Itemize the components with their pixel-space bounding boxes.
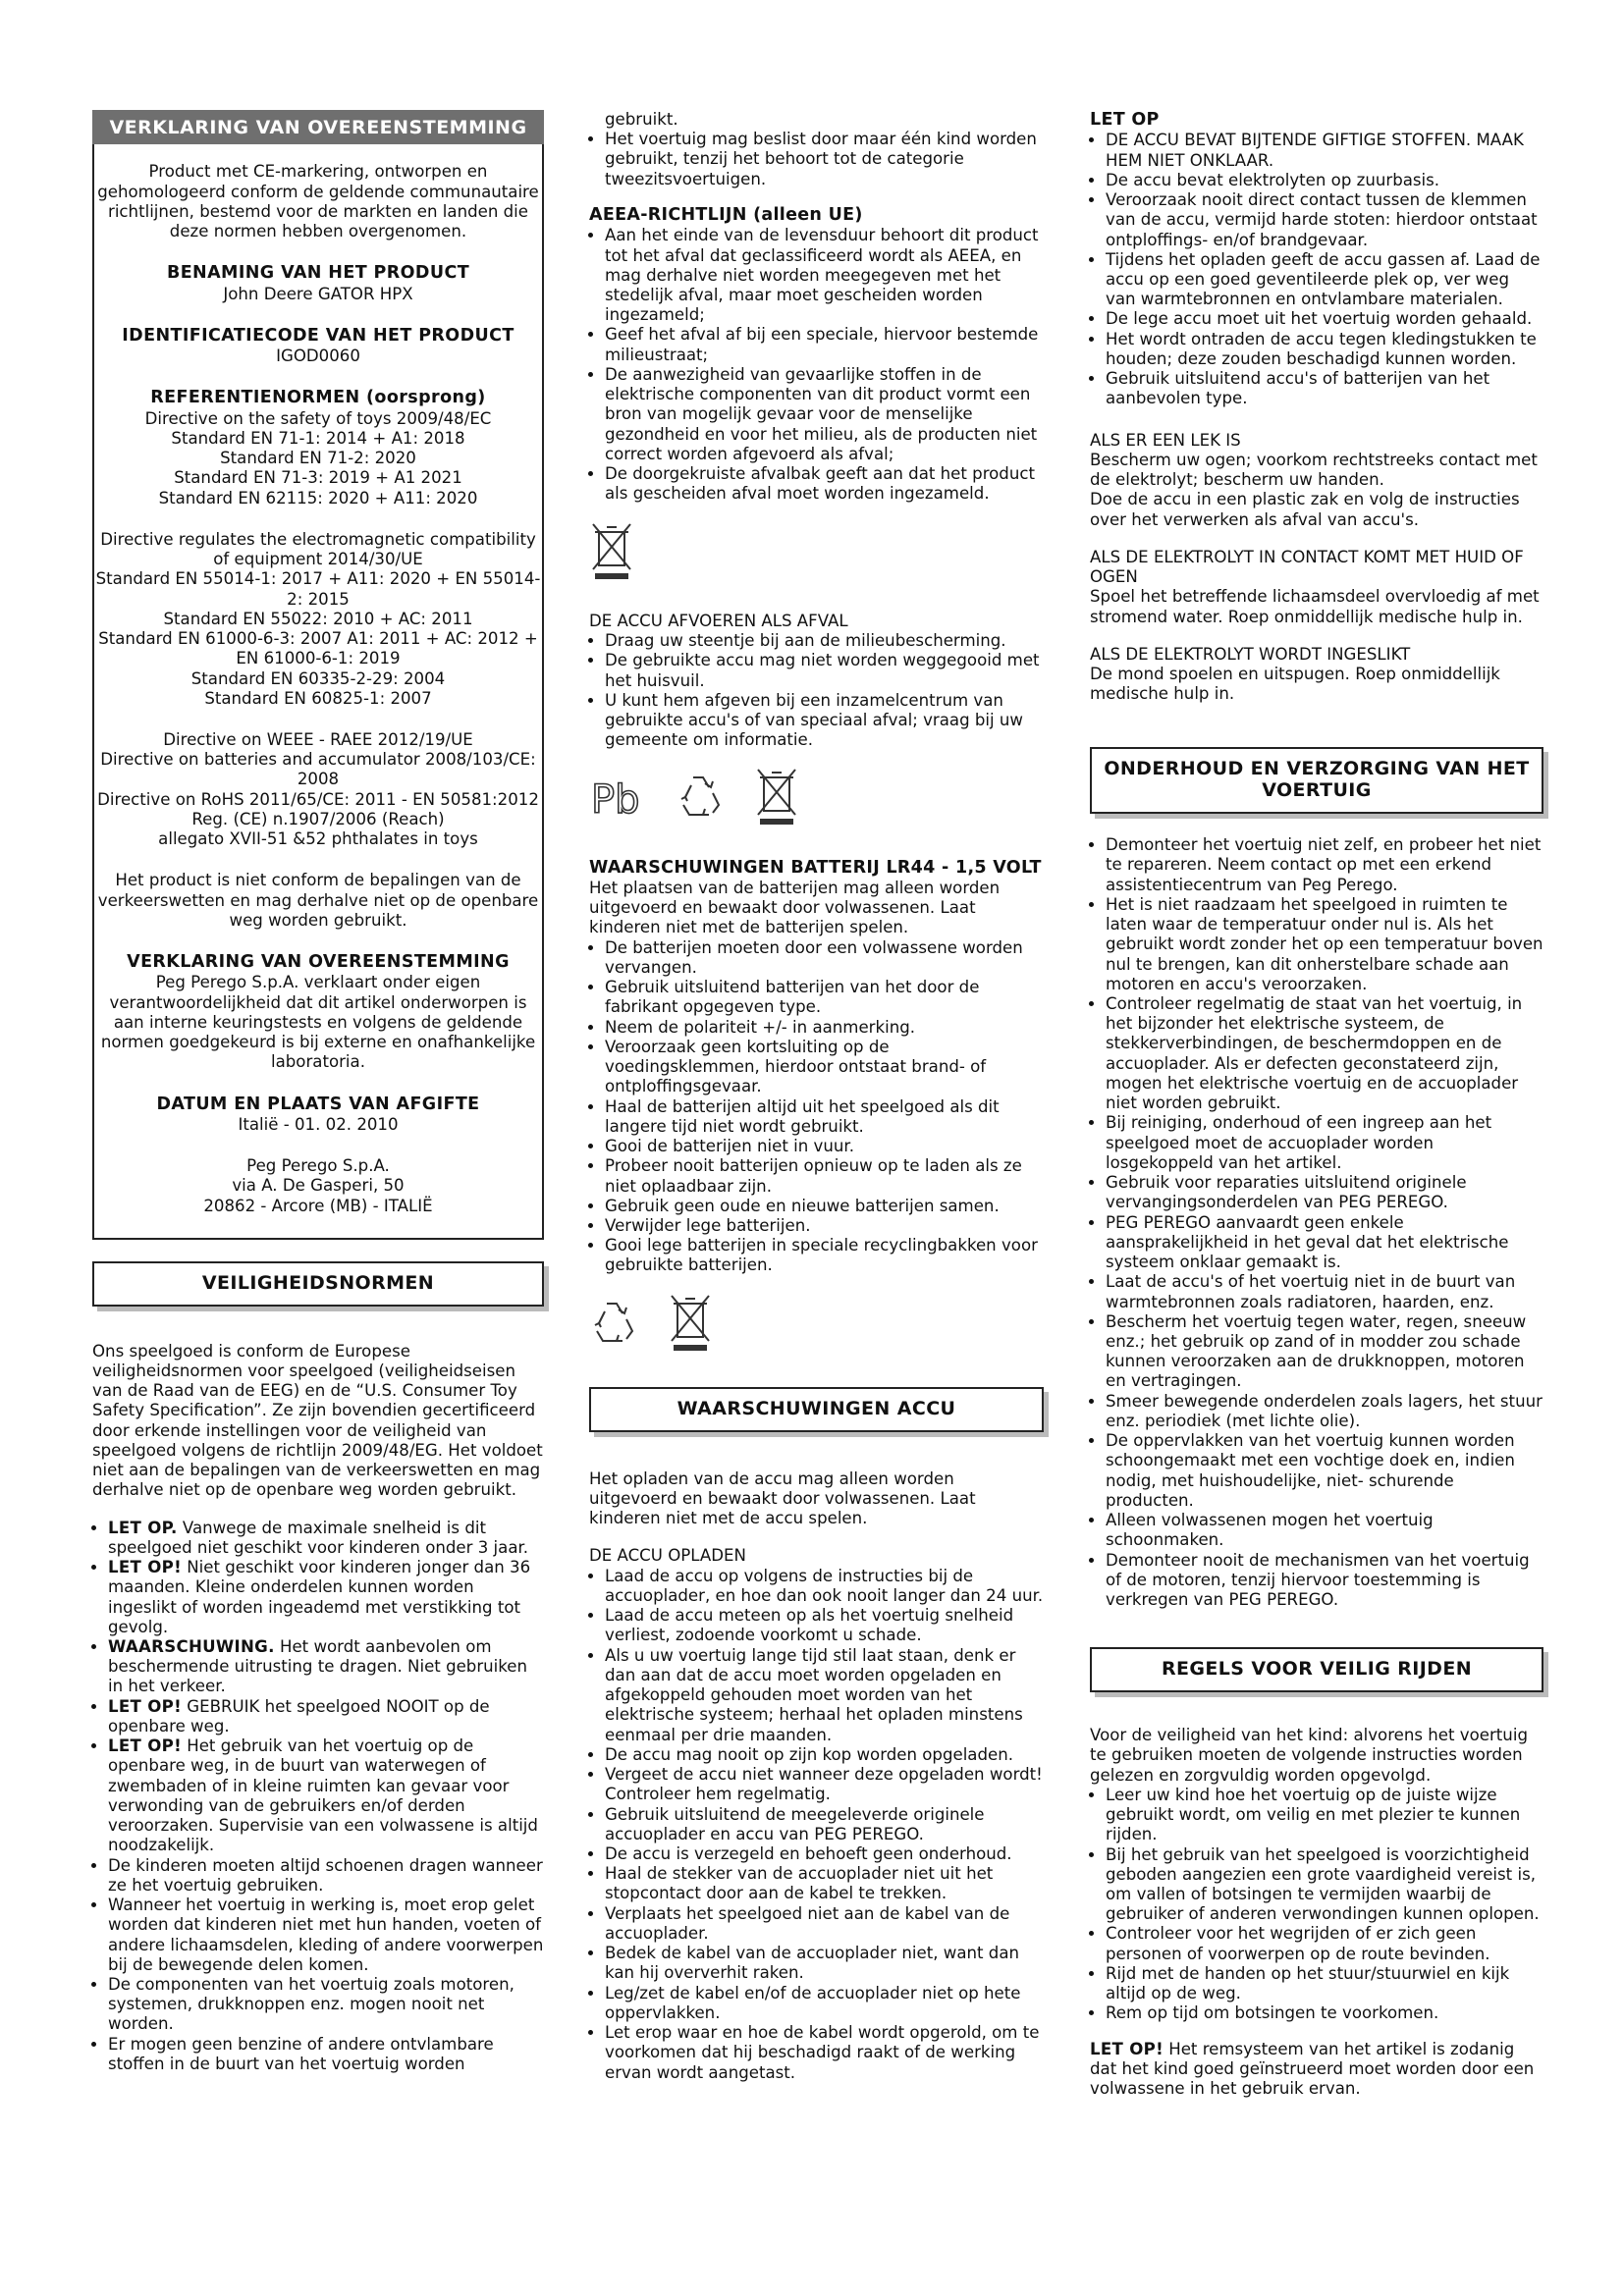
product-name-block <box>94 263 542 304</box>
list-item: • Neem de polariteit +/- in aanmerking. <box>605 1018 1044 1038</box>
list-item: • Leer uw kind hoe het voertuig op de juiste wijze gebruikt wordt, om veilig en met plezier te kunnen rijden. <box>1106 1786 1543 1845</box>
norms-other: Directive on WEEE - RAEE 2012/19/UE Directive on batteries and accumulator 2008/103/CE: 2008 Directive on RoHS 2011/65/CE: 2011 - EN 50581:2012 Reg. (CE) n.1907/2006 (Reach) allegato XVII-51 &52 phthalates in toys <box>97 729 539 849</box>
list-item: • PEG PEREGO aanvaardt geen enkele aansprakelijkheid in het geval dat het elektrische systeem onklaar gemaakt is. <box>1106 1213 1543 1273</box>
list-item: • De batterijen moeten door een volwassene worden vervangen. <box>605 938 1044 978</box>
battery-intro: Het plaatsen van de batterijen mag alleen worden uitgevoerd en bewaakt door volwassenen. Laat kinderen niet met de batterijen spelen. <box>589 879 1001 937</box>
continued-text: gebruikt. <box>605 110 678 129</box>
list-item <box>108 1637 544 1697</box>
list-item: • De lege accu moet uit het voertuig worden gehaald. <box>1106 309 1543 329</box>
list-item: • Gooi de batterijen niet in vuur. <box>605 1137 1044 1156</box>
list-item-lead: LET OP! <box>108 1558 182 1577</box>
product-name: John Deere GATOR HPX <box>223 284 413 303</box>
list-item: • Rem op tijd om botsingen te voorkomen. <box>1106 2003 1543 2023</box>
list-item: • Bescherm het voertuig tegen water, regen, sneeuw enz.; het gebruik op zand of in modder zou schade kunnen veroorzaken aan de drukknoppen, motoren en vertragingen. <box>1106 1312 1543 1392</box>
safety-intro: Ons speelgoed is conform de Europese veiligheidsnormen voor speelgoed (veiligheidseisen van de Raad van de EEG) en de “U.S. Consumer Toy Safety Specification”. Ze zijn bovendien gecertificeerd door erkende instellingen voor de veiligheid van speelgoed volgens de richtlijn 2009/48/EG. Het voldoet niet aan de bepalingen van de verkeerswetten en mag derhalve niet op de openbare weg worden gebruikt. <box>92 1341 543 1500</box>
list-item: • Vergeet de accu niet wanneer deze opgeladen wordt! Controleer hem regelmatig. <box>605 1765 1044 1804</box>
swallow-text: De mond spoelen en uitspugen. Roep onmiddellijk medische hulp in. <box>1090 664 1500 704</box>
maintenance-list <box>1090 835 1543 1610</box>
list-item: • De gebruikte accu mag niet worden weggegooid met het huisvuil. <box>605 651 1044 690</box>
date-block <box>94 1095 542 1136</box>
lead-pb-icon <box>589 772 648 826</box>
list-item: • Probeer nooit batterijen opnieuw op te laden als ze niet oplaadbaar zijn. <box>605 1156 1044 1196</box>
list-item: • Gebruik uitsluitend batterijen van het door de fabrikant opgegeven type. <box>605 978 1044 1017</box>
list-item: • Het is niet raadzaam het speelgoed in ruimten te laten waar de temperatuur onder nul is. Als het gebruikt wordt zonder het op een temperatuur boven nul te brengen, kan dit onherstelbare schade aan motoren en accu's veroorzaken. <box>1106 895 1543 994</box>
aeea-list <box>589 226 1044 504</box>
leak-text: Bescherm uw ogen; voorkom rechtstreeks contact met de elektrolyt; bescherm uw handen. Doe de accu in een plastic zak en volg de instructies over het verwerken als afval van accu's. <box>1090 450 1538 529</box>
list-item-lead: WAARSCHUWING. <box>108 1637 275 1657</box>
list-item <box>108 1975 544 2035</box>
list-item-text: Niet geschikt voor kinderen jonger dan 36 maanden. Kleine onderdelen kunnen worden ingeslikt of worden ingeademd met verstikking tot gevolg. <box>108 1558 531 1636</box>
list-item: • Gebruik uitsluitend de meegeleverde originele accuoplader en accu van PEG PEREGO. <box>605 1805 1044 1844</box>
list-item: • Het voertuig mag beslist door maar één kind worden gebruikt, tenzij het behoort tot de categorie tweezitsvoertuigen. <box>605 130 1044 189</box>
list-item: • Laad de accu meteen op als het voertuig snelheid verliest, zodoende voorkomt u schade. <box>605 1606 1044 1645</box>
warn-list <box>1090 131 1543 408</box>
list-item: • De aanwezigheid van gevaarlijke stoffen in de elektrische componenten van dit product vormt een bron van mogelijk gevaar voor de menselijke gezondheid en voor het milieu, als de producten niet correct worden afgevoerd als afval; <box>605 365 1044 464</box>
crossed-bin-icon <box>668 1292 713 1358</box>
weee-icons-1 <box>589 520 1044 586</box>
list-item: • Draag uw steentje bij aan de milieubescherming. <box>605 631 1044 651</box>
list-item <box>108 1856 544 1896</box>
recycle-icon <box>676 772 727 826</box>
list-item: • Laad de accu op volgens de instructies bij de accuoplader, en hoe dan ook nooit langer dan 24 uur. <box>605 1567 1044 1606</box>
list-item-text: Wanneer het voertuig in werking is, moet erop gelet worden dat kinderen niet met hun handen, voeten of andere lichaamsdelen, kleding of andere voorwerpen bij de bewegende delen komen. <box>108 1896 544 1974</box>
drive-intro: Voor de veiligheid van het kind: alvorens het voertuig te gebruiken moeten de volgende instructies worden gelezen en zorgvuldig worden opgevolgd. <box>1090 1726 1528 1785</box>
product-code-block <box>94 326 542 367</box>
date-value: Italië - 01. 02. 2010 <box>238 1114 399 1134</box>
list-item: • Geef het afval af bij een speciale, hiervoor bestemde milieustraat; <box>605 325 1044 364</box>
list-item <box>108 2035 544 2074</box>
pb-label: Pb <box>591 777 640 822</box>
column-1 <box>92 110 544 2090</box>
list-item-lead: LET OP. <box>108 1518 178 1537</box>
list-item <box>108 1558 544 1637</box>
product-code: IGOD0060 <box>276 347 360 366</box>
list-item: • Haal de stekker van de accuoplader niet uit het stopcontact door aan de kabel te trekken. <box>605 1864 1044 1903</box>
list-item: • Demonteer nooit de mechanismen van het voertuig of de motoren, tenzij hiervoor toestemming is verkregen van PEG PEREGO. <box>1106 1551 1543 1611</box>
norms-heading: REFERENTIENORMEN (oorsprong) <box>150 388 486 408</box>
list-item: • Laat de accu's of het voertuig niet in de buurt van warmtebronnen zoals radiatoren, haarden, enz. <box>1106 1272 1543 1311</box>
product-name-heading: BENAMING VAN HET PRODUCT <box>166 263 470 284</box>
list-item-text: Het wordt aanbevolen om beschermende uitrusting te dragen. Niet gebruiken in het verkeer. <box>108 1637 528 1696</box>
list-item: • Gebruik voor reparaties uitsluitend originele vervangingsonderdelen van PEG PEREGO. <box>1106 1173 1543 1212</box>
list-item: • Gebruik geen oude en nieuwe batterijen samen. <box>605 1197 1044 1216</box>
list-item: • Verwijder lege batterijen. <box>605 1216 1044 1236</box>
list-item: • Gooi lege batterijen in speciale recyclingbakken voor gebruikte batterijen. <box>605 1236 1044 1275</box>
aeea-heading: AEEA-RICHTLIJN (alleen UE) <box>589 204 863 225</box>
drive-list <box>1090 1786 1543 2024</box>
contact-text: Spoel het betreffende lichaamsdeel overvloedig af met stromend water. Roep onmiddellijk medische hulp in. <box>1090 587 1540 626</box>
contact-heading: ALS DE ELEKTROLYT IN CONTACT KOMT MET HUID OF OGEN <box>1090 547 1524 587</box>
battery-icons <box>589 766 1044 831</box>
norms-emc: Directive regulates the electromagnetic compatibility of equipment 2014/30/UE Standard EN 55014-1: 2017 + A11: 2020 + EN 55014-2: 2015 Standard EN 55022: 2010 + AC: 2011 Standard EN 61000-6-3: 2007 A1: 2011 + AC: 2012 + EN 61000-6-1: 2019 Standard EN 60335-2-29: 2004 Standard EN 60825-1: 2007 <box>95 529 541 708</box>
disposal-list <box>589 631 1044 750</box>
list-item: • De oppervlakken van het voertuig kunnen worden schoongemaakt met een vochtige doek en, indien nodig, met huishoudelijke, niet- schurende producten. <box>1106 1431 1543 1511</box>
recycle-icon <box>589 1298 640 1352</box>
road-note: Het product is niet conform de bepalingen van de verkeerswetten en mag derhalve niet op de openbare weg worden gebruikt. <box>97 871 539 930</box>
final-note-lead: LET OP! <box>1090 2039 1164 2058</box>
list-item: • Veroorzaak geen kortsluiting op de voedingsklemmen, hierdoor ontstaat brand- of ontploffingsgevaar. <box>605 1038 1044 1097</box>
column-2 <box>589 110 1044 2099</box>
charge-heading: DE ACCU OPLADEN <box>589 1546 746 1566</box>
final-note-text: Het remsysteem van het artikel is zodanig dat het kind goed geïnstrueerd moet worden door een volwassene in het gebruik ervan. <box>1090 2039 1535 2099</box>
list-item: • Rijd met de handen op het stuur/stuurwiel en kijk altijd op de weg. <box>1106 1964 1543 2003</box>
list-item-text: De kinderen moeten altijd schoenen dragen wanneer ze het voertuig gebruiken. <box>108 1855 543 1895</box>
list-item: • Aan het einde van de levensduur behoort dit product tot het afval dat geclassificeerd wordt als AEEA, en mag derhalve niet worden meegegeven met het stedelijk afval, maar moet gescheiden worden ingezameld; <box>605 226 1044 325</box>
date-heading: DATUM EN PLAATS VAN AFGIFTE <box>156 1094 480 1114</box>
norms-toys: Directive on the safety of toys 2009/48/EC Standard EN 71-1: 2014 + A1: 2018 Standard EN 71-2: 2020 Standard EN 71-3: 2019 + A1 2021 Standard EN 62115: 2020 + A11: 2020 <box>144 408 492 507</box>
list-item <box>108 1519 544 1558</box>
battery-list <box>589 938 1044 1276</box>
list-item-text: GEBRUIK het speelgoed NOOIT op de openbare weg. <box>108 1696 490 1735</box>
list-item: • Bedek de kabel van de accuoplader niet, want dan kan hij oververhit raken. <box>605 1944 1044 1983</box>
continued-list <box>589 130 1044 189</box>
list-item-text: Het gebruik van het voertuig op de openbare weg, in de buurt van waterwegen of zwembaden of in kleine ruimten kan gevaar voor verwonding van de gebruikers en/of derden veroorzaken. Supervisie van een volwassene is altijd noodzakelijk. <box>108 1736 538 1855</box>
list-item: • DE ACCU BEVAT BIJTENDE GIFTIGE STOFFEN. MAAK HEM NIET ONKLAAR. <box>1106 131 1543 170</box>
warn-heading: LET OP <box>1090 110 1160 130</box>
conformity-heading: VERKLARING VAN OVEREENSTEMMING <box>127 952 510 973</box>
list-item: • Demonteer het voertuig niet zelf, en probeer het niet te repareren. Neem contact op met een erkend assistentiecentrum van Peg Perego. <box>1106 835 1543 895</box>
charge-list <box>589 1567 1044 2083</box>
list-item: • Bij reiniging, onderhoud of een ingreep aan het speelgoed moet de accuoplader worden losgekoppeld van het artikel. <box>1106 1113 1543 1173</box>
swallow-heading: ALS DE ELEKTROLYT WORDT INGESLIKT <box>1090 644 1411 664</box>
list-item: • Leg/zet de kabel en/of de accuoplader niet op hete oppervlakken. <box>605 1984 1044 2023</box>
column-3 <box>1090 110 1543 2116</box>
list-item: • De doorgekruiste afvalbak geeft aan dat het product als gescheiden afval moet worden ingezameld. <box>605 464 1044 504</box>
list-item-lead: LET OP! <box>108 1736 182 1756</box>
list-item: • Controleer voor het wegrijden of er zich geen personen of voorwerpen op de route bevinden. <box>1106 1924 1543 1963</box>
list-item: • U kunt hem afgeven bij een inzamelcentrum van gebruikte accu's of van speciaal afval; vraag bij uw gemeente om informatie. <box>605 691 1044 751</box>
list-item: • Veroorzaak nooit direct contact tussen de klemmen van de accu, vermijd harde stoten: hierdoor ontstaat ontploffings- en/of brandgevaar. <box>1106 190 1543 250</box>
conformity-text: Peg Perego S.p.A. verklaart onder eigen verantwoordelijkheid dat dit artikel onderworpen is aan interne keuringstests en volgens de geldende normen goedgekeurd is bij externe en onafhankelijke laboratoria. <box>100 973 536 1072</box>
final-note <box>1090 2040 1543 2100</box>
conformity-block <box>94 952 542 1073</box>
list-item: • Het wordt ontraden de accu tegen kledingstukken te houden; deze zouden beschadigd kunnen worden. <box>1106 330 1543 369</box>
accu-title: WAARSCHUWINGEN ACCU <box>589 1387 1044 1432</box>
declaration-box <box>92 144 544 1240</box>
crossed-bin-icon <box>589 520 634 586</box>
list-item: • Controleer regelmatig de staat van het voertuig, in het bijzonder het elektrische systeem, de stekkerverbindingen, de beschermdoppen en de accuoplader. Als er defecten geconstateerd zijn, mogen het elektrische voertuig en de accuoplader niet worden gebruikt. <box>1106 994 1543 1113</box>
crossed-bin-icon <box>754 766 799 831</box>
battery-heading: WAARSCHUWINGEN BATTERIJ LR44 - 1,5 VOLT <box>589 857 1042 878</box>
list-item: • De accu is verzegeld en behoeft geen onderhoud. <box>605 1844 1044 1864</box>
list-item: • Als u uw voertuig lange tijd stil laat staan, denk er dan aan dat de accu moet worden opgeladen en afgekoppeld gehouden moet worden van het elektrische systeem; herhaal het opladen minstens eenmaal per drie maanden. <box>605 1646 1044 1745</box>
accu-intro: Het opladen van de accu mag alleen worden uitgevoerd en bewaakt door volwassenen. Laat kinderen niet met de accu spelen. <box>589 1468 976 1528</box>
disposal-heading: DE ACCU AFVOEREN ALS AFVAL <box>589 611 848 630</box>
safety-title: VEILIGHEIDSNORMEN <box>92 1261 544 1307</box>
list-item: • Tijdens het opladen geeft de accu gassen af. Laad de accu op een goed geventileerde plek op, ver weg van warmtebronnen en ontvlambare materialen. <box>1106 250 1543 310</box>
list-item: • De accu bevat elektrolyten op zuurbasis. <box>1106 171 1543 190</box>
maintenance-title: ONDERHOUD EN VERZORGING VAN HET VOERTUIG <box>1090 747 1543 814</box>
list-item <box>108 1697 544 1736</box>
leak-heading: ALS ER EEN LEK IS <box>1090 430 1241 450</box>
list-item: • Gebruik uitsluitend accu's of batterijen van het aanbevolen type. <box>1106 369 1543 408</box>
list-item: • Alleen volwassenen mogen het voertuig schoonmaken. <box>1106 1511 1543 1550</box>
list-item: • Smeer bewegende onderdelen zoals lagers, het stuur enz. periodiek (met lichte olie). <box>1106 1392 1543 1431</box>
safe-driving-title: REGELS VOOR VEILIG RIJDEN <box>1090 1647 1543 1692</box>
list-item-text: De componenten van het voertuig zoals motoren, systemen, drukknoppen enz. mogen nooit net worden. <box>108 1975 514 2034</box>
list-item: • Haal de batterijen altijd uit het speelgoed als dit langere tijd niet wordt gebruikt. <box>605 1097 1044 1137</box>
address: Peg Perego S.p.A. via A. De Gasperi, 50 20862 - Arcore (MB) - ITALIË <box>203 1156 433 1215</box>
list-item <box>108 1736 544 1855</box>
weee-icons-2 <box>589 1292 1044 1358</box>
norms-block <box>94 388 542 508</box>
list-item: • De accu mag nooit op zijn kop worden opgeladen. <box>605 1745 1044 1765</box>
declaration-title: VERKLARING VAN OVEREENSTEMMING <box>92 110 544 144</box>
list-item-lead: LET OP! <box>108 1696 182 1716</box>
safety-list <box>92 1519 544 2075</box>
list-item: • Let erop waar en hoe de kabel wordt opgerold, om te voorkomen dat hij beschadigd raakt of de werking ervan wordt aangetast. <box>605 2023 1044 2083</box>
list-item-text: Vanwege de maximale snelheid is dit speelgoed niet geschikt voor kinderen onder 3 jaar. <box>108 1518 529 1557</box>
product-code-heading: IDENTIFICATIECODE VAN HET PRODUCT <box>122 325 514 346</box>
list-item-text: Er mogen geen benzine of andere ontvlambare stoffen in de buurt van het voertuig worden <box>108 2034 494 2073</box>
list-item: • Verplaats het speelgoed niet aan de kabel van de accuoplader. <box>605 1904 1044 1944</box>
declaration-intro: Product met CE-markering, ontworpen en gehomologeerd conform de geldende communautaire richtlijnen, bestemd voor de markten en landen die deze normen hebben overgenomen. <box>97 162 539 240</box>
list-item <box>108 1896 544 1975</box>
list-item: • Bij het gebruik van het speelgoed is voorzichtigheid geboden aangezien een grote vaardigheid vereist is, om vallen of botsingen te vermijden waarbij de gebruiker of anderen verwondingen kunnen oplopen. <box>1106 1845 1543 1925</box>
